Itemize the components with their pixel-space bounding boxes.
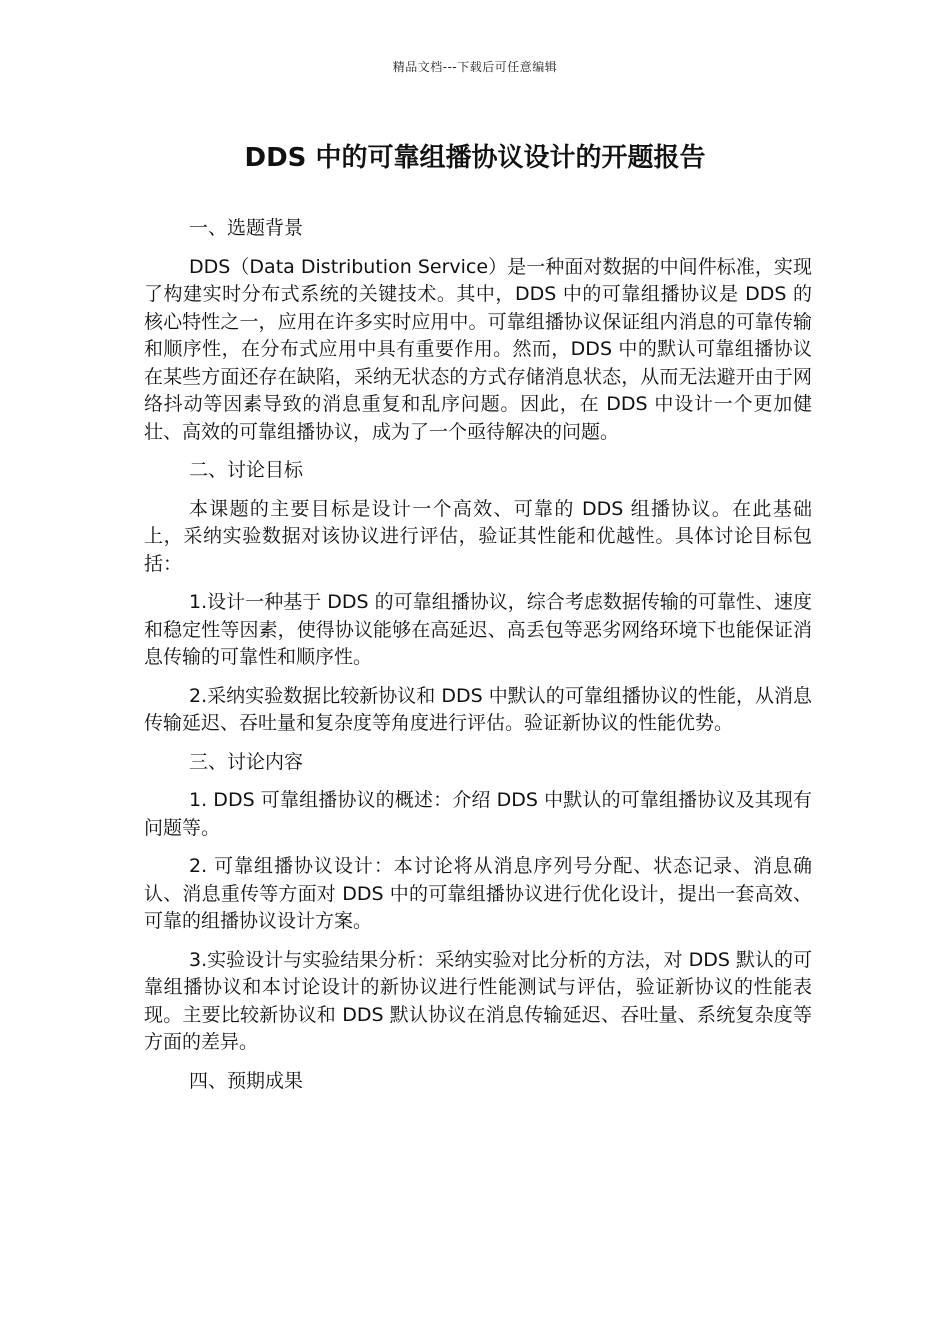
paragraph-background: DDS（Data Distribution Service）是一种面对数据的中间件标准，实现了构建实时分布式系统的关键技术。其中，DDS 中的可靠组播协议是 DDS 的核心特性之一，应用在许多实时应用中。可靠组播协议保证组内消息的可靠传输和顺序性，在分布式应用中具有重要作用。然而，DDS 中的默认可靠组播协议在某些方面还存在缺陷，采纳无状态的方式存储消息状态，从而无法避开由于网络抖动等因素导致的消息重复和乱序问题。因此，在 DDS 中设计一个更加健壮、高效的可靠组播协议，成为了一个亟待解决的问题。 (144, 255, 812, 443)
document-body (144, 215, 812, 1106)
paragraph-goal-1: 1.设计一种基于 DDS 的可靠组播协议，综合考虑数据传输的可靠性、速度和稳定性等因素，使得协议能够在高延迟、高丢包等恶劣网络环境下也能保证消息传输的可靠性和顺序性。 (144, 591, 812, 668)
section-heading-outcomes: 四、预期成果 (189, 1069, 304, 1092)
header-note: 精品文档---下载后可任意编辑 (392, 60, 558, 74)
paragraph-goal-2: 2.采纳实验数据比较新协议和 DDS 中默认的可靠组播协议的性能，从消息传输延迟、吞吐量和复杂度等角度进行评估。验证新协议的性能优势。 (144, 684, 812, 734)
paragraph-content-3: 3.实验设计与实验结果分析：采纳实验对比分析的方法，对 DDS 默认的可靠组播协议和本讨论设计的新协议进行性能测试与评估，验证新协议的性能表现。主要比较新协议和 DDS 默认协议在消息传输延迟、吞吐量、系统复杂度等方面的差异。 (144, 948, 812, 1053)
paragraph-content-1: 1. DDS 可靠组播协议的概述：介绍 DDS 中默认的可靠组播协议及其现有问题等。 (144, 789, 812, 839)
paragraph-goals-intro: 本课题的主要目标是设计一个高效、可靠的 DDS 组播协议。在此基础上，采纳实验数据对该协议进行评估，验证其性能和优越性。具体讨论目标包括： (144, 497, 812, 575)
paragraph-content-2: 2. 可靠组播协议设计：本讨论将从消息序列号分配、状态记录、消息确认、消息重传等方面对 DDS 中的可靠组播协议进行优化设计，提出一套高效、可靠的组播协议设计方案。 (144, 855, 812, 932)
section-heading-goals: 二、讨论目标 (189, 459, 304, 481)
section-heading-content: 三、讨论内容 (189, 750, 304, 773)
document-title: DDS 中的可靠组播协议设计的开题报告 (244, 143, 706, 173)
section-heading-background: 一、选题背景 (189, 217, 304, 239)
